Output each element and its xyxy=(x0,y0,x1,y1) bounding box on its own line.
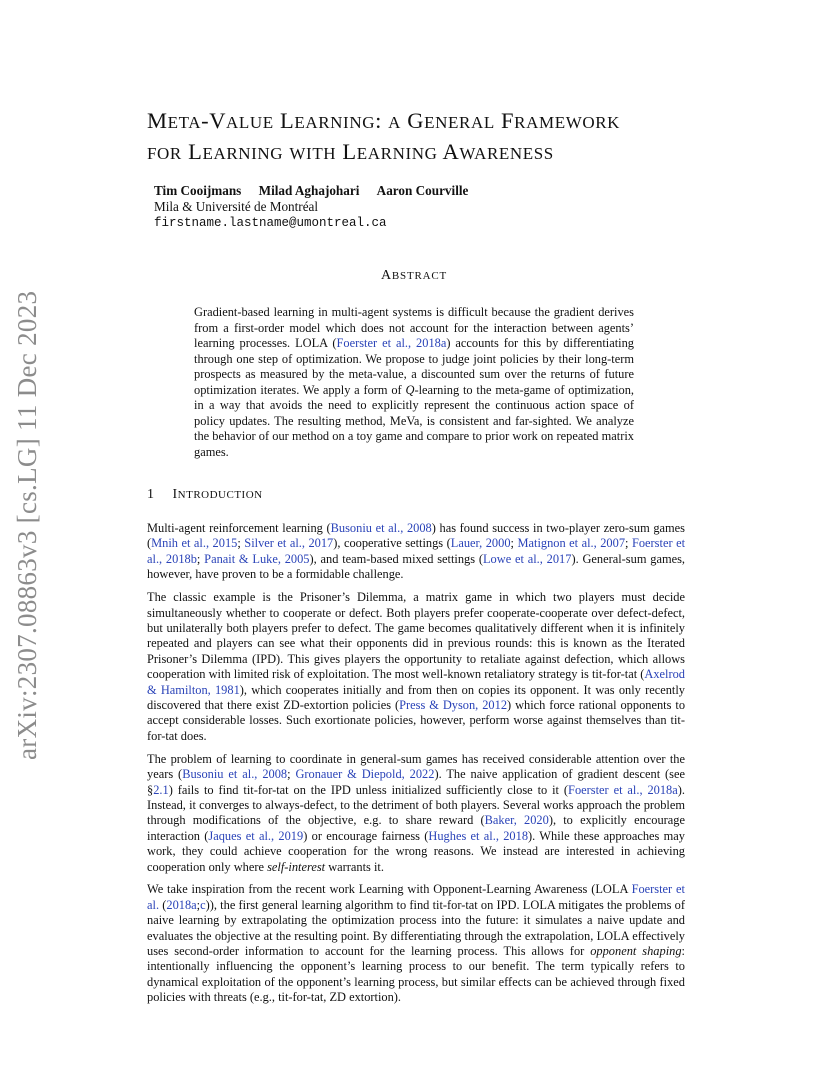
citation-link[interactable]: Foerster et al., 2018b xyxy=(147,536,686,566)
citation-link[interactable]: Foerster et al., 2018a xyxy=(568,782,678,797)
abstract-text: -learning to the meta-game of optimization, in a way that avoids the need to explicitly represent the continuous action space of policy updates. The resulting method, MeVa, is consistent and far-sighted. We analyze the behavior of our method on a toy game and compare to prior work on repeated matrix games. xyxy=(194,382,634,459)
title-line-2: FOR LEARNING WITH LEARNING AWARENESS xyxy=(147,139,554,164)
body-paragraph: The classic example is the Prisoner’s Dilemma, a matrix game in which two players must decide simultaneously whether to cooperate or defect. Both players prefer cooperate-cooperate over defect-defect, but unilaterally both players prefer to defect. The game becomes qualitatively different when it is infinitely repeated and players can see what their opponents did in previous rounds: this is known as the Iterated Prisoner’s Dilemma (IPD). This gives players the opportunity to retaliate against defection, which allows cooperation with limited risk of exploitation. The most well-known retaliatory strategy is tit-for-tat (Axelrod & Hamilton, 1981), which cooperates initially and from then on copies its opponent. It was only recently discovered that there exist ZD-extortion policies (Press & Dyson, 2012) which force rational opponents to accept considerable losses. Such exortionate policies, however, perform worse against themselves than tit-for-tat does. xyxy=(147,590,686,743)
body-paragraph: We take inspiration from the recent work Learning with Opponent-Learning Awareness (LOLA Foerster et al. (2018a;c)), the first general learning algorithm to find tit-for-tat on IPD. LOLA mitigates the problems of naive learning by extrapolating the optimization process into the future: it simulates a naive update and evaluates the objective at the resulting point. By differentiating through the extrapolation, LOLA effectively uses second-order information to account for the learning process. This allows for opponent shaping: intentionally influencing the opponent’s learning process to our benefit. The term typically refers to dynamical exploitation of the opponent’s learning process, but similar effects can be achieved through fixed policies with threats (e.g., tit-for-tat, ZD extortion). xyxy=(147,882,685,1005)
citation-link[interactable]: Baker, 2020 xyxy=(484,813,549,828)
section-heading xyxy=(147,487,263,503)
title-line-1: META-VALUE LEARNING: A GENERAL FRAMEWORK xyxy=(147,108,621,133)
author-name: Milad Aghajohari xyxy=(258,183,360,198)
citation-link[interactable]: Gronauer & Diepold, 2022 xyxy=(295,767,435,782)
citation-link[interactable]: 2018a xyxy=(166,897,197,912)
intro-body xyxy=(147,521,685,1013)
paper-title xyxy=(147,106,707,168)
abstract-body xyxy=(194,305,634,460)
author-name: Aaron Courville xyxy=(376,183,469,198)
author-block xyxy=(154,183,482,231)
arxiv-identifier: arXiv:2307.08863v3 [cs.LG] 11 Dec 2023 xyxy=(12,290,42,760)
citation-link[interactable]: Jaques et al., 2019 xyxy=(208,828,304,843)
abstract-text: ) accounts for this by differentiating through one step of optimization. We propose to judge joint policies by their long-term prospects as measured by the meta-value, a discounted sum over the returns of future optimization iterates. We apply a form of xyxy=(194,336,634,397)
citation-link[interactable]: Busoniu et al., 2008 xyxy=(182,767,288,782)
emphasis-text: self-interest xyxy=(267,859,326,874)
section-title: INTRODUCTION xyxy=(172,487,263,502)
section-number: 1 xyxy=(147,487,155,502)
citation-link[interactable]: Foerster et al. xyxy=(147,882,685,912)
citation-link[interactable]: Foerster et al., 2018a xyxy=(336,336,447,350)
citation-link[interactable]: Mnih et al., 2015 xyxy=(151,536,238,551)
affiliation: Mila & Université de Montréal xyxy=(154,199,319,214)
abstract-heading-text: ABSTRACT xyxy=(380,268,448,283)
section-reference-link[interactable]: 2.1 xyxy=(153,782,169,797)
author-email: firstname.lastname@umontreal.ca xyxy=(154,216,387,230)
author-names xyxy=(154,183,482,199)
abstract-heading xyxy=(0,268,828,284)
citation-link[interactable]: Axelrod & Hamilton, 1981 xyxy=(147,667,685,697)
citation-link[interactable]: Hughes et al., 2018 xyxy=(428,828,529,843)
abstract-paragraph xyxy=(194,305,634,460)
citation-link[interactable]: Matignon et al., 2007 xyxy=(517,536,626,551)
author-name: Tim Cooijmans xyxy=(154,183,242,198)
abstract-text: Gradient-based learning in multi-agent systems is difficult because the gradient derives from a first-order model which does not account for the interaction between agents’ learning processes. LOLA ( xyxy=(194,305,634,350)
emphasis-text: opponent shaping xyxy=(590,944,682,959)
citation-link[interactable]: c xyxy=(200,897,206,912)
citation-link[interactable]: Panait & Luke, 2005 xyxy=(204,551,310,566)
math-symbol-q: Q xyxy=(405,382,415,397)
citation-link[interactable]: Lowe et al., 2017 xyxy=(482,551,572,566)
body-paragraph: The problem of learning to coordinate in general-sum games has received considerable attention over the years (Busoniu et al., 2008; Gronauer & Diepold, 2022). The naive application of gradient descent (see §2.1) fails to find tit-for-tat on the IPD unless initialized sufficiently close to it (Foerster et al., 2018a). Instead, it converges to always-defect, to the detriment of both players. Several works approach the problem through modifications of the objective, e.g. to share reward (Baker, 2020), to explicitly encourage interaction (Jaques et al., 2019) or encourage fairness (Hughes et al., 2018). While these approaches may work, they could achieve cooperation for the wrong reasons. We instead are interested in achieving cooperation only where self-interest warrants it. xyxy=(147,751,685,874)
citation-link[interactable]: Silver et al., 2017 xyxy=(244,536,334,551)
body-paragraph: Multi-agent reinforcement learning (Busoniu et al., 2008) has found success in two-player zero-sum games (Mnih et al., 2015; Silver et al., 2017), cooperative settings (Lauer, 2000; Matignon et al., 2007; Foerster et al., 2018b; Panait & Luke, 2005), and team-based mixed settings (Lowe et al., 2017). General-sum games, however, have proven to be a formidable challenge. xyxy=(147,521,686,582)
citation-link[interactable]: Busoniu et al., 2008 xyxy=(330,521,432,535)
citation-link[interactable]: Press & Dyson, 2012 xyxy=(399,697,508,712)
citation-link[interactable]: Lauer, 2000 xyxy=(450,536,511,551)
